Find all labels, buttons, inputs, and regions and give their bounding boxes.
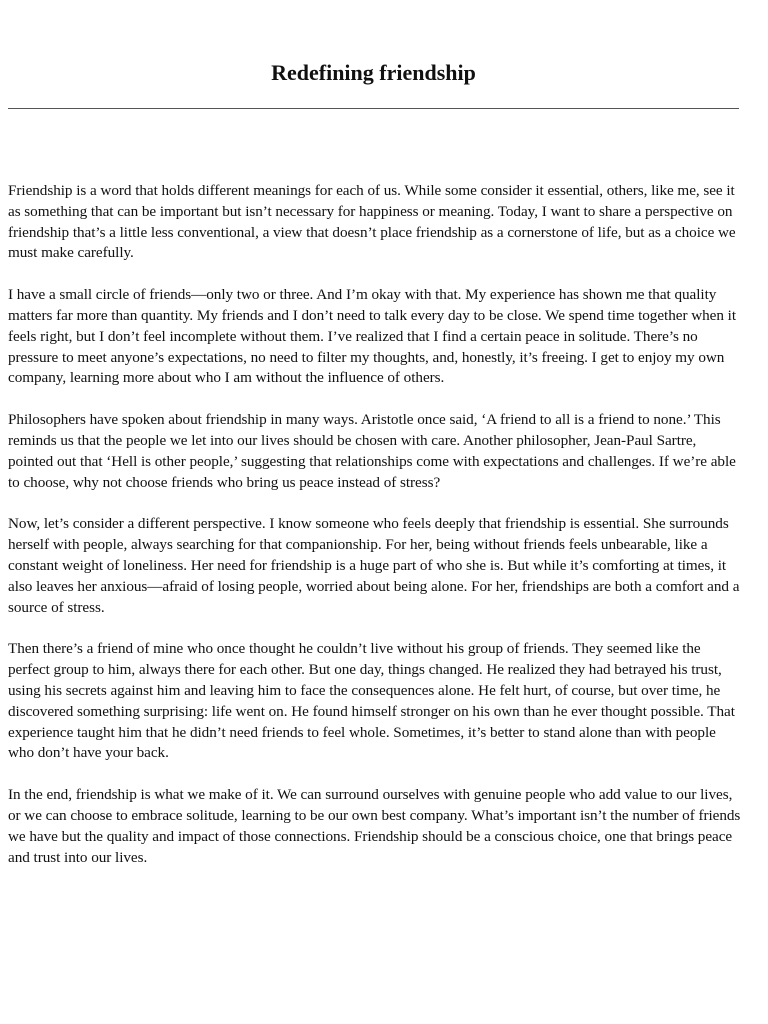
paragraph-5: Then there’s a friend of mine who once thought he couldn’t live without his group of friends. They seemed like the perfect group to him, always there for each other. But one day, things changed. He realized they had betrayed his trust, using his secrets against him and leaving him to face the consequences alone. He felt hurt, of course, but over time, he discovered something surprising: life went on. He found himself stronger on his own than he ever thought possible. That experience taught him that he didn’t need friends to feel whole. Sometimes, it’s better to stand alone than with people who don’t have your back.	[8, 640, 735, 762]
title-divider	[8, 108, 739, 109]
paragraph-6: In the end, friendship is what we make of it. We can surround ourselves with genuine people who add value to our lives, or we can choose to embrace solitude, learning to be our own best company. What’s important isn’t the number of friends we have but the quality and impact of those connections. Friendship should be a conscious choice, one that brings peace and trust into our lives.	[8, 786, 741, 866]
paragraph-1: Friendship is a word that holds different meanings for each of us. While some consider it essential, others, like me, see it as something that can be important but isn’t necessary for happiness or meaning. Today, I want to share a perspective on friendship that’s a little less conventional, a view that doesn’t place friendship as a cornerstone of life, but as a choice we must make carefully.	[8, 182, 736, 262]
paragraph-2: I have a small circle of friends—only two or three. And I’m okay with that. My experience has shown me that quality matters far more than quantity. My friends and I don’t need to talk every day to be close. We spend time together when it feels right, but I don’t feel incomplete without them. I’ve realized that I find a certain peace in solitude. There’s no pressure to meet anyone’s expectations, no need to filter my thoughts, and, honestly, it’s freeing. I get to enjoy my own company, learning more about who I am without the influence of others.	[8, 286, 736, 387]
paragraph-4: Now, let’s consider a different perspective. I know someone who feels deeply that friendship is essential. She surrounds herself with people, always searching for that companionship. For her, being without friends feels unbearable, like a constant weight of loneliness. Her need for friendship is a huge part of who she is. But while it’s comforting at times, it also leaves her anxious—afraid of losing people, worried about being alone. For her, friendships are both a comfort and a source of stress.	[8, 515, 740, 616]
document-body	[8, 181, 742, 889]
paragraph-3: Philosophers have spoken about friendship in many ways. Aristotle once said, ‘A friend to all is a friend to none.’ This reminds us that the people we let into our lives should be chosen with care. Another philosopher, Jean-Paul Sartre, pointed out that ‘Hell is other people,’ suggesting that relationships come with expectations and challenges. If we’re able to choose, why not choose friends who bring us peace instead of stress?	[8, 411, 736, 491]
page-title: Redefining friendship	[271, 60, 476, 85]
